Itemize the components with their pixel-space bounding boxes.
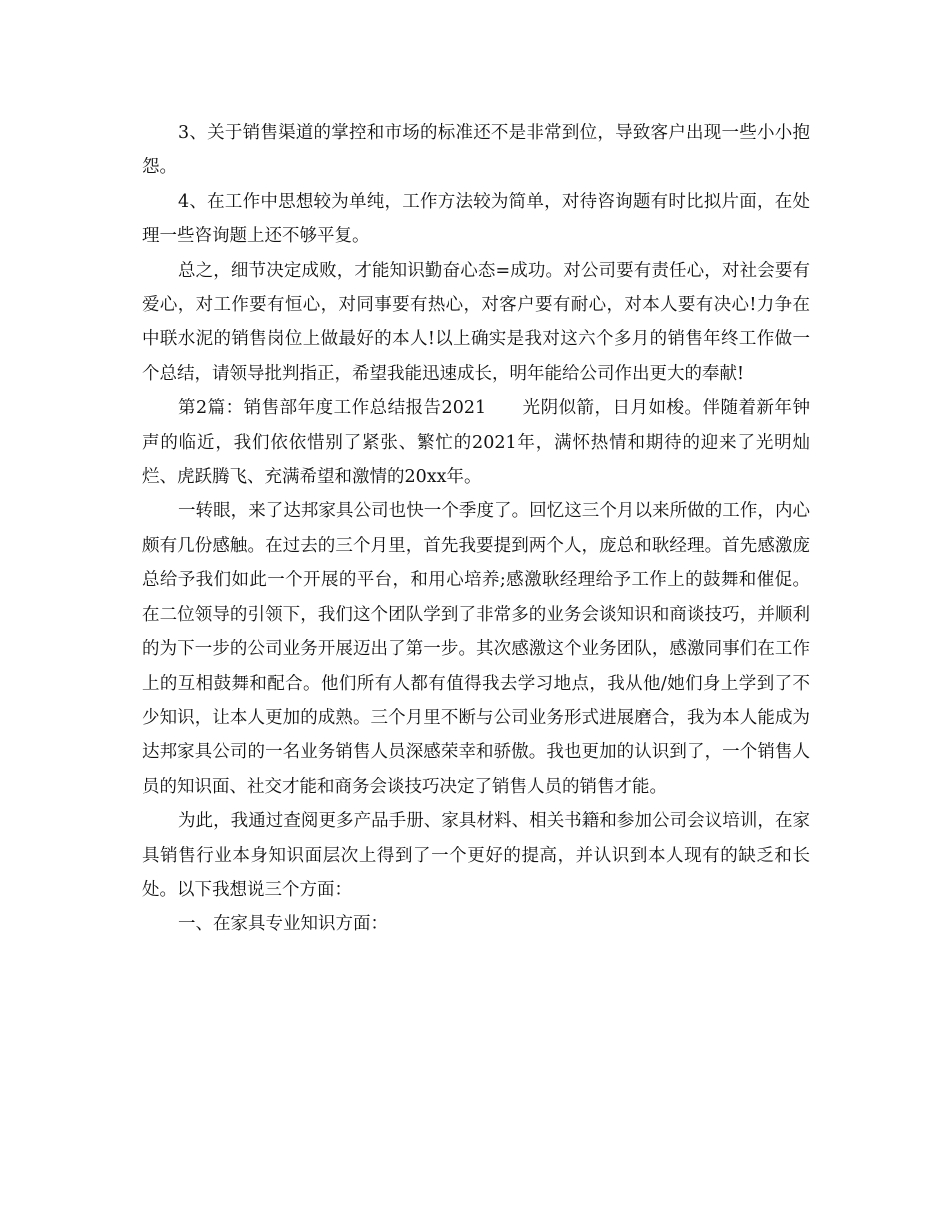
document-body	[142, 116, 810, 942]
paragraph-sales-channel: 3、关于销售渠道的掌控和市场的标准还不是非常到位，导致客户出现一些小小抱怨。	[142, 123, 810, 178]
paragraph-conclusion: 总之，细节决定成败，才能知识勤奋心态=成功。对公司要有责任心，对社会要有爱心，对工作要有恒心，对同事要有热心，对客户要有耐心，对本人要有决心!力争在中联水泥的销售岗位上做最好的本人!以上确实是我对这六个多月的销售年终工作做一个总结，请领导批判指正，希望我能迅速成长，明年能给公司作出更大的奉献!	[142, 260, 810, 384]
paragraph-review-three-months: 一转眼，来了达邦家具公司也快一个季度了。回忆这三个月以来所做的工作，内心颇有几份感触。在过去的三个月里，首先我要提到两个人，庞总和耿经理。首先感激庞总给予我们如此一个开展的平台，和用心培养;感激耿经理给予工作上的鼓舞和催促。在二位领导的引领下，我们这个团队学到了非常多的业务会谈知识和商谈技巧，并顺利的为下一步的公司业务开展迈出了第一步。其次感激这个业务团队，感激同事们在工作上的互相鼓舞和配合。他们所有人都有值得我去学习地点，我从他/她们身上学到了不少知识，让本人更加的成熟。三个月里不断与公司业务形式进展磨合，我为本人能成为达邦家具公司的一名业务销售人员深感荣幸和骄傲。我也更加的认识到了，一个销售人员的知识面、社交才能和商务会谈技巧决定了销售人员的销售才能。	[142, 501, 810, 797]
paragraph-work-method: 4、在工作中思想较为单纯，工作方法较为简单，对待咨询题有时比拟片面，在处理一些咨询题上还不够平复。	[142, 191, 810, 247]
paragraph-learning: 为此，我通过查阅更多产品手册、家具材料、相关书籍和参加公司会议培训，在家具销售行业本身知识面层次上得到了一个更好的提高，并认识到本人现有的缺乏和长处。以下我想说三个方面：	[142, 811, 810, 900]
paragraph-section-heading: 一、在家具专业知识方面：	[178, 914, 388, 935]
paragraph-article-2-intro: 第2篇：销售部年度工作总结报告2021 光阴似箭，日月如梭。伴随着新年钟声的临近，我们依依惜别了紧张、繁忙的2021年，满怀热情和期待的迎来了光明灿烂、虎跃腾飞、充满希望和激情的20xx年。	[142, 398, 810, 488]
